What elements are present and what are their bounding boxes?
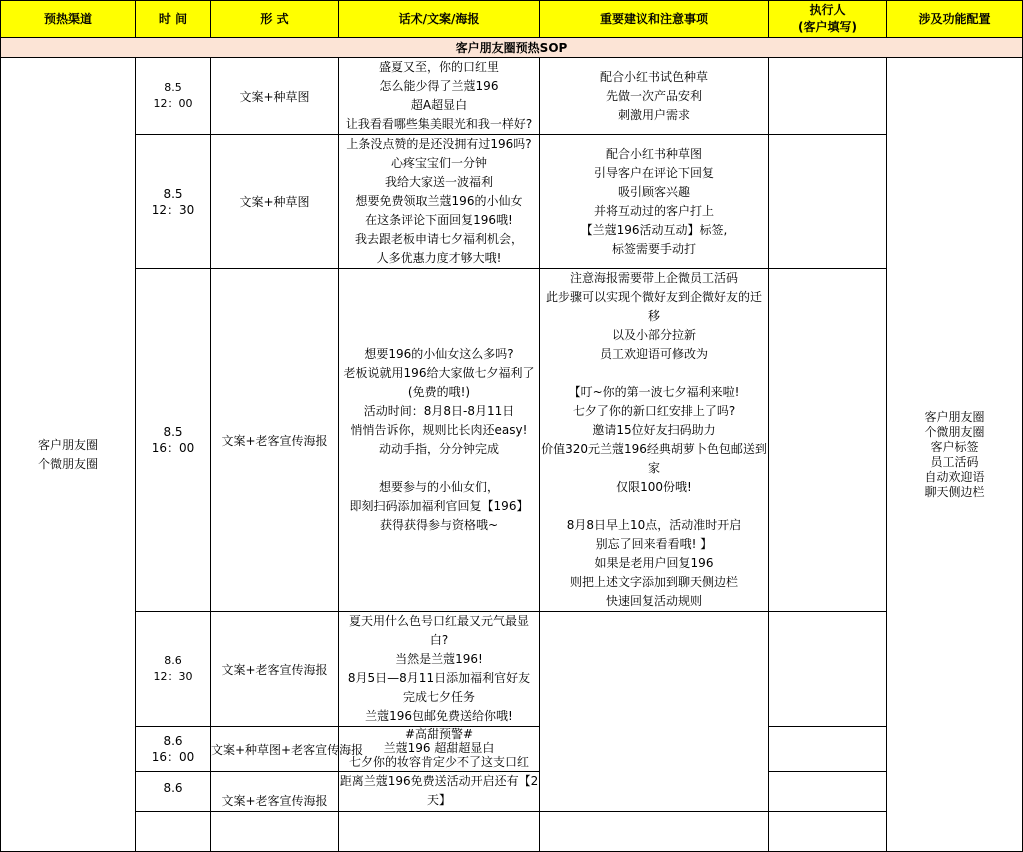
executor-cell[interactable]: [769, 727, 887, 772]
copy-line: 人多优惠力度才够大哦!: [376, 251, 502, 265]
notes-line: 此步骤可以实现个微好友到企微好友的迁: [545, 290, 762, 304]
feature-line: 客户标签: [930, 439, 979, 454]
copy-line: #高甜预警#: [404, 727, 474, 741]
table-row: [1, 269, 1023, 612]
copy-line: 8月5日—8月11日添加福利官好友: [347, 671, 531, 685]
notes-line: [540, 497, 768, 516]
feature-line: 员工活码: [930, 454, 979, 469]
time-cell[interactable]: [136, 135, 211, 269]
notes-line: 8月8日早上10点，活动准时开启: [566, 518, 742, 532]
format-cell[interactable]: 文案+种草图: [211, 58, 339, 135]
executor-cell[interactable]: [769, 812, 887, 852]
format-cell[interactable]: 文案+老客宣传海报: [211, 772, 339, 812]
time-text: 16：00: [151, 441, 195, 455]
copy-line: 活动时间：8月8日-8月11日: [363, 404, 515, 418]
header-time[interactable]: 时 间: [136, 1, 211, 38]
table-row: [1, 727, 1023, 772]
copy-line: 兰蔻196 超甜超显白: [383, 741, 495, 755]
date-text: 8.5: [163, 425, 183, 439]
copy-line: 七夕你的妆容肯定少不了这支口红: [348, 755, 529, 769]
notes-cell[interactable]: [540, 269, 769, 612]
header-executor-line2: (客户填写): [798, 20, 857, 34]
copy-line: 夏天用什么色号口红最又元气最显: [348, 614, 529, 628]
notes-line: 快速回复活动规则: [605, 594, 702, 608]
executor-cell[interactable]: [769, 772, 887, 812]
copy-cell[interactable]: [339, 269, 540, 612]
notes-line: 吸引顾客兴趣: [617, 184, 690, 199]
notes-line: 如果是老用户回复196: [594, 556, 714, 570]
time-cell[interactable]: [136, 58, 211, 135]
section-row: [1, 38, 1023, 58]
header-format[interactable]: 形 式: [211, 1, 339, 38]
notes-line: 引导客户在评论下回复: [593, 165, 714, 180]
copy-line: 我去跟老板申请七夕福利机会，: [354, 232, 523, 246]
time-cell[interactable]: [136, 772, 211, 812]
notes-line: 刺激用户需求: [617, 107, 690, 122]
copy-line: 距离兰蔻196免费送活动开启还有【2: [339, 774, 539, 788]
copy-line: [339, 459, 539, 478]
header-channel[interactable]: 预热渠道: [1, 1, 136, 38]
copy-cell[interactable]: [339, 612, 540, 727]
notes-cell[interactable]: [540, 135, 769, 269]
header-executor[interactable]: [769, 1, 887, 38]
table-row: [1, 135, 1023, 269]
notes-line: 标签需要手动打: [611, 241, 696, 256]
date-text: 8.6: [163, 734, 183, 748]
copy-line: 想要免费领取兰蔻196的小仙女: [355, 194, 523, 208]
notes-cell[interactable]: [540, 612, 769, 812]
header-features[interactable]: 涉及功能配置: [887, 1, 1023, 38]
copy-line: 白?: [429, 633, 449, 647]
feature-line: 个微朋友圈: [924, 424, 985, 439]
copy-line: 动动手指，分分钟完成: [378, 442, 499, 456]
notes-line: 则把上述文字添加到聊天侧边栏: [569, 575, 738, 589]
copy-line: 完成七夕任务: [402, 690, 475, 704]
copy-cell[interactable]: [339, 58, 540, 135]
notes-line: 【叮~你的第一波七夕福利来啦!: [568, 385, 740, 399]
notes-line: 家: [647, 461, 660, 475]
format-cell[interactable]: 文案+种草图: [211, 135, 339, 269]
notes-line: 配合小红书试色种草: [599, 69, 708, 84]
date-text: 8.5: [164, 81, 182, 94]
table-row: [1, 612, 1023, 727]
executor-cell[interactable]: [769, 135, 887, 269]
notes-line: 移: [647, 309, 660, 323]
notes-line: 先做一次产品安利: [605, 88, 702, 103]
copy-line: 当然是兰蔻196!: [395, 652, 483, 666]
notes-line: 仅限100份哦!: [616, 480, 692, 494]
channel-line: 个微朋友圈: [37, 456, 98, 471]
copy-cell[interactable]: [339, 135, 540, 269]
date-text: 8.6: [163, 781, 183, 795]
time-text: 12：30: [151, 202, 195, 217]
copy-line: 兰蔻196包邮免费送给你哦!: [365, 709, 513, 723]
format-cell[interactable]: 文案+老客宣传海报: [211, 612, 339, 727]
copy-line: 超A超显白: [410, 98, 468, 112]
copy-line: 上条没点赞的是还没拥有过196吗?: [346, 137, 532, 151]
header-copy[interactable]: 话术/文案/海报: [339, 1, 540, 38]
feature-line: 自动欢迎语: [924, 469, 985, 484]
copy-line: 盛夏又至，你的口红里: [378, 60, 499, 74]
copy-line: 让我看看哪些集美眼光和我一样好?: [345, 117, 533, 131]
copy-line: 天】: [426, 793, 451, 807]
notes-line: 七夕了你的新口红安排上了吗?: [572, 404, 736, 418]
copy-cell[interactable]: [339, 772, 540, 812]
header-row: [1, 1, 1023, 38]
notes-line: 注意海报需要带上企微员工活码: [569, 271, 738, 285]
copy-line: 老板说就用196给大家做七夕福利了: [343, 366, 535, 380]
notes-line: 【兰蔻196活动互动】标签,: [580, 222, 728, 237]
notes-line: 员工欢迎语可修改为: [599, 347, 708, 361]
copy-line: 我给大家送一波福利: [384, 175, 493, 189]
notes-line: 以及小部分拉新: [611, 328, 696, 342]
feature-line: 聊天侧边栏: [924, 484, 985, 499]
format-cell[interactable]: 文案+种草图+老客宣传海报: [211, 727, 339, 772]
channel-line: 客户朋友圈: [37, 437, 98, 452]
copy-line: (免费的哦!): [407, 385, 471, 399]
notes-line: 价值320元兰蔻196经典胡萝卜色包邮送到: [541, 442, 767, 456]
format-cell[interactable]: 文案+老客宣传海报: [211, 269, 339, 612]
copy-line: 怎么能少得了兰蔻196: [379, 79, 499, 93]
executor-cell[interactable]: [769, 612, 887, 727]
features-cell[interactable]: [887, 58, 1023, 852]
notes-line: [540, 364, 768, 383]
notes-cell[interactable]: [540, 58, 769, 135]
copy-line: 即刻扫码添加福利官回复【196】: [349, 499, 529, 513]
copy-line: 想要参与的小仙女们，: [378, 480, 499, 494]
copy-line: 获得获得参与资格哦~: [379, 518, 499, 532]
header-executor-line1: 执行人: [809, 3, 846, 17]
copy-line: 想要196的小仙女这么多吗?: [364, 347, 514, 361]
time-text: 16：00: [151, 750, 195, 764]
date-text: 8.6: [164, 654, 182, 667]
table-row: [1, 58, 1023, 135]
header-notes[interactable]: 重要建议和注意事项: [540, 1, 769, 38]
table-row: [1, 772, 1023, 812]
section-title[interactable]: 客户朋友圈预热SOP: [1, 38, 1023, 58]
time-text: 12：00: [153, 97, 193, 110]
executor-cell[interactable]: [769, 58, 887, 135]
copy-line: 在这条评论下面回复196哦!: [365, 213, 513, 227]
copy-line: 心疼宝宝们一分钟: [390, 156, 487, 170]
time-cell[interactable]: [136, 812, 211, 852]
time-cell[interactable]: [136, 612, 211, 727]
channel-cell[interactable]: [1, 58, 136, 852]
table-row: [1, 812, 1023, 852]
time-cell[interactable]: [136, 727, 211, 772]
notes-line: 邀请15位好友扫码助力: [592, 423, 716, 437]
notes-cell[interactable]: [540, 812, 769, 852]
notes-line: 并将互动过的客户打上: [593, 203, 714, 218]
date-text: 8.5: [163, 186, 183, 201]
copy-line: 悄悄告诉你，规则比长肉还easy!: [350, 423, 528, 437]
copy-cell[interactable]: [339, 727, 540, 772]
notes-line: 配合小红书种草图: [605, 146, 702, 161]
time-text: 12：30: [153, 670, 193, 683]
executor-cell[interactable]: [769, 269, 887, 612]
format-cell[interactable]: [211, 812, 339, 852]
copy-cell[interactable]: [339, 812, 540, 852]
feature-line: 客户朋友圈: [924, 409, 985, 424]
notes-line: 别忘了回来看看哦! 】: [595, 537, 713, 551]
time-cell[interactable]: [136, 269, 211, 612]
